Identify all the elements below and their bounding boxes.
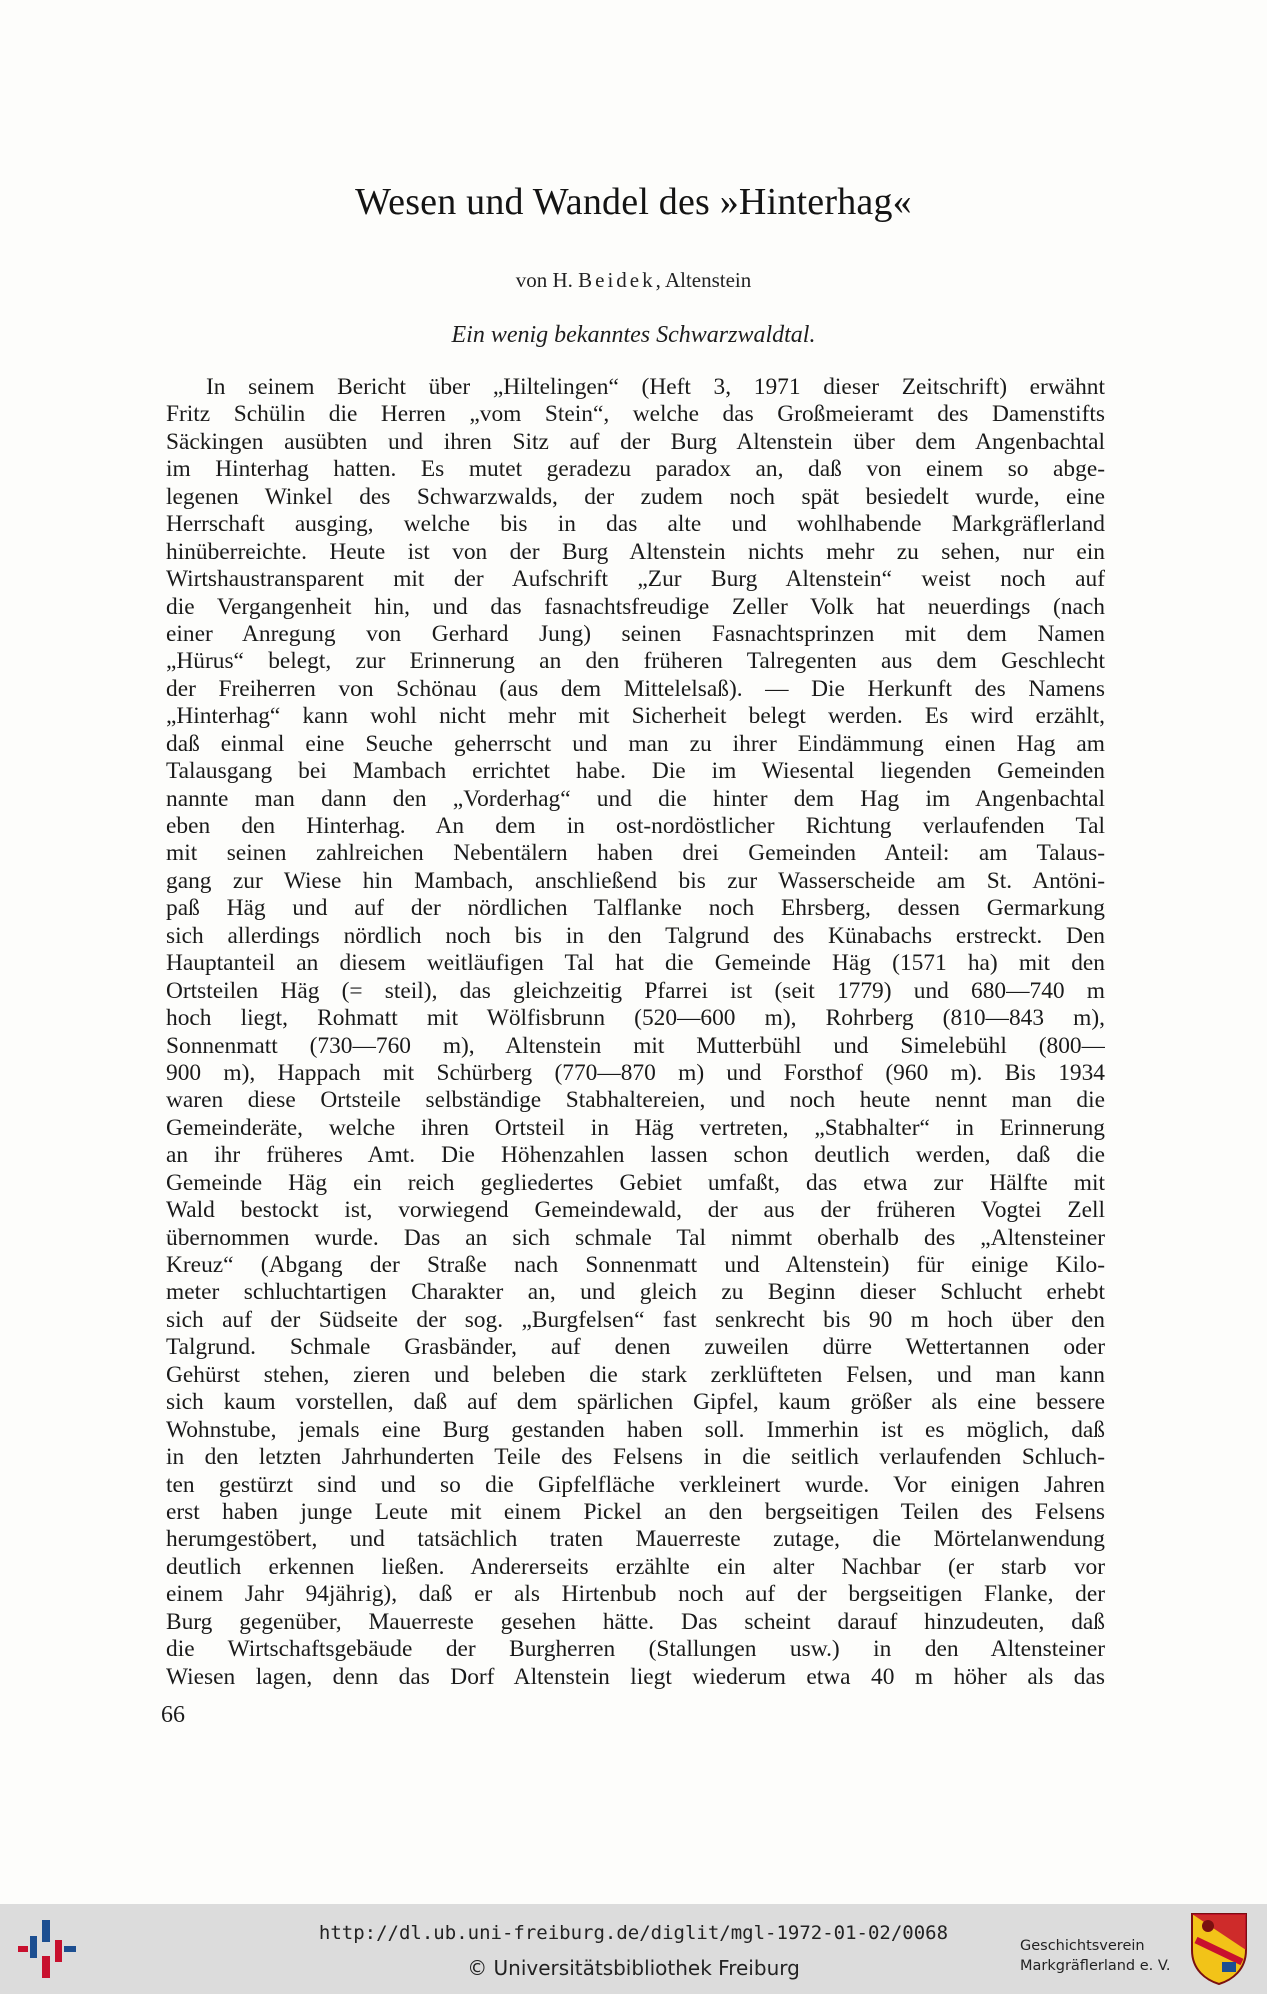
- article-subtitle: Ein wenig bekanntes Schwarzwaldtal.: [451, 322, 816, 348]
- body-line: meter schluchtartigen Charakter an, und gleich zu Beginn dieser Schlucht erhebt: [166, 1279, 1105, 1306]
- body-line: Gemeinde Häg ein reich gegliedertes Gebiet umfaßt, das etwa zur Hälfte mit: [166, 1169, 1105, 1196]
- coat-of-arms-icon[interactable]: [1188, 1910, 1250, 1986]
- body-line: sich auf der Südseite der sog. „Burgfelsen“ fast senkrecht bis 90 m hoch über den: [166, 1306, 1105, 1333]
- body-line: erst haben junge Leute mit einem Pickel an den bergseitigen Teilen des Felsens: [166, 1498, 1105, 1525]
- body-line: Burg gegenüber, Mauerreste gesehen hätte. Das scheint darauf hinzudeuten, daß: [166, 1608, 1105, 1635]
- body-line: die Wirtschaftsgebäude der Burgherren (Stallungen usw.) in den Altensteiner: [166, 1636, 1105, 1663]
- byline-suffix: , Altenstein: [655, 268, 752, 292]
- body-line: der Freiherren von Schönau (aus dem Mittelelsaß). — Die Herkunft des Namens: [166, 675, 1105, 702]
- society-name: [1020, 1936, 1171, 1976]
- body-line: herumgestöbert, und tatsächlich traten Mauerreste zutage, die Mörtelanwendung: [166, 1526, 1105, 1553]
- society-name-line1: Geschichtsverein: [1020, 1938, 1145, 1954]
- footer-copyright: © Universitätsbibliothek Freiburg: [467, 1956, 800, 1980]
- body-line: an ihr früheres Amt. Die Höhenzahlen lassen schon deutlich werden, daß die: [166, 1142, 1105, 1169]
- body-line: Herrschaft ausging, welche bis in das alte und wohlhabende Markgräflerland: [166, 511, 1105, 538]
- body-line: In seinem Bericht über „Hiltelingen“ (Heft 3, 1971 dieser Zeitschrift) erwähnt: [206, 374, 1105, 400]
- body-line: ten gestürzt sind und so die Gipfelfläche verkleinert wurde. Vor einigen Jahren: [166, 1471, 1105, 1498]
- body-line: Talgrund. Schmale Grasbänder, auf denen zuweilen dürre Wettertannen oder: [166, 1334, 1105, 1361]
- body-line: im Hinterhag hatten. Es mutet geradezu paradox an, daß von einem so abge-: [166, 456, 1105, 483]
- body-line: Hauptanteil an diesem weitläufigen Tal hat die Gemeinde Häg (1571 ha) mit den: [166, 950, 1105, 977]
- body-line: waren diese Ortsteile selbständige Stabhaltereien, und noch heute nennt man die: [166, 1087, 1105, 1114]
- body-line: einem Jahr 94jährig), daß er als Hirtenbub noch auf der bergseitigen Flanke, der: [166, 1581, 1105, 1608]
- body-line: nannte man dann den „Vorderhag“ und die hinter dem Hag im Angenbachtal: [166, 785, 1105, 812]
- body-line: Sonnenmatt (730—760 m), Altenstein mit Mutterbühl und Simelebühl (800—: [166, 1032, 1105, 1059]
- body-line: Gehürst stehen, zieren und beleben die stark zerklüfteten Felsen, und man kann: [166, 1361, 1105, 1388]
- body-line: Wirtshaustransparent mit der Aufschrift „Zur Burg Altenstein“ weist noch auf: [166, 566, 1105, 593]
- byline-author: Beidek: [578, 268, 656, 292]
- body-line: eben den Hinterhag. An dem in ost-nordöstlicher Richtung verlaufenden Tal: [166, 813, 1105, 839]
- body-line: Säckingen ausübten und ihren Sitz auf der Burg Altenstein über dem Angenbachtal: [166, 428, 1105, 455]
- article-byline: [0, 268, 1267, 293]
- footer-bar: [0, 1904, 1267, 1994]
- article-body: [166, 374, 1105, 1691]
- body-line: Ortsteilen Häg (= steil), das gleichzeitig Pfarrei ist (seit 1779) und 680—740 m: [166, 977, 1105, 1004]
- body-line: sich kaum vorstellen, daß auf dem spärlichen Gipfel, kaum größer als eine bessere: [166, 1389, 1105, 1416]
- body-line: „Hürus“ belegt, zur Erinnerung an den früheren Talregenten aus dem Geschlecht: [166, 648, 1105, 675]
- body-line: sich allerdings nördlich noch bis in den Talgrund des Künabachs erstreckt. Den: [166, 922, 1105, 949]
- body-line: paß Häg und auf der nördlichen Talflanke noch Ehrsberg, dessen Germarkung: [166, 895, 1105, 922]
- body-line: in den letzten Jahrhunderten Teile des Felsens in die seitlich verlaufenden Schluch-: [166, 1444, 1105, 1471]
- body-line: daß einmal eine Seuche geherrscht und man zu ihrer Eindämmung einen Hag am: [166, 730, 1105, 757]
- body-line: hoch liegt, Rohmatt mit Wölfisbrunn (520—600 m), Rohrberg (810—843 m),: [166, 1005, 1105, 1032]
- society-name-line2: Markgräflerland e. V.: [1020, 1958, 1171, 1974]
- body-line: hinüberreichte. Heute ist von der Burg Altenstein nichts mehr zu sehen, nur ein: [166, 538, 1105, 565]
- body-line: die Vergangenheit hin, und das fasnachtsfreudige Zeller Volk hat neuerdings (nach: [166, 593, 1105, 620]
- body-line: Fritz Schülin die Herren „vom Stein“, welche das Großmeieramt des Damenstifts: [166, 401, 1105, 428]
- byline-prefix: von H.: [515, 268, 573, 292]
- body-line: legenen Winkel des Schwarzwalds, der zudem noch spät besiedelt wurde, eine: [166, 483, 1105, 510]
- body-line: „Hinterhag“ kann wohl nicht mehr mit Sicherheit belegt werden. Es wird erzählt,: [166, 703, 1105, 730]
- page-number: 66: [161, 1702, 185, 1728]
- body-line: Gemeinderäte, welche ihren Ortsteil in Häg vertreten, „Stabhalter“ in Erinnerung: [166, 1114, 1105, 1141]
- body-line: Kreuz“ (Abgang der Straße nach Sonnenmatt und Altenstein) für einige Kilo-: [166, 1252, 1105, 1278]
- article-title: Wesen und Wandel des »Hinterhag«: [355, 181, 912, 223]
- body-line: einer Anregung von Gerhard Jung) seinen Fasnachtsprinzen mit dem Namen: [166, 620, 1105, 647]
- body-line: Talausgang bei Mambach errichtet habe. Die im Wiesental liegenden Gemeinden: [166, 758, 1105, 785]
- body-line: gang zur Wiese hin Mambach, anschließend bis zur Wasserscheide am St. Antöni-: [166, 867, 1105, 894]
- body-line: Wald bestockt ist, vorwiegend Gemeindewald, der aus der früheren Vogtei Zell: [166, 1197, 1105, 1224]
- body-line: Wiesen lagen, denn das Dorf Altenstein liegt wiederum etwa 40 m höher als das: [166, 1663, 1105, 1690]
- body-line: Wohnstube, jemals eine Burg gestanden haben soll. Immerhin ist es möglich, daß: [166, 1416, 1105, 1443]
- body-line: deutlich erkennen ließen. Andererseits erzählte ein alter Nachbar (er starb vor: [166, 1553, 1105, 1580]
- footer-url-link[interactable]: http://dl.ub.uni-freiburg.de/diglit/mgl-1972-01-02/0068: [318, 1922, 949, 1944]
- body-line: 900 m), Happach mit Schürberg (770—870 m) und Forsthof (960 m). Bis 1934: [166, 1059, 1105, 1086]
- body-line: mit seinen zahlreichen Nebentälern haben drei Gemeinden Anteil: am Talaus-: [166, 840, 1105, 867]
- body-line: übernommen wurde. Das an sich schmale Tal nimmt oberhalb des „Altensteiner: [166, 1224, 1105, 1251]
